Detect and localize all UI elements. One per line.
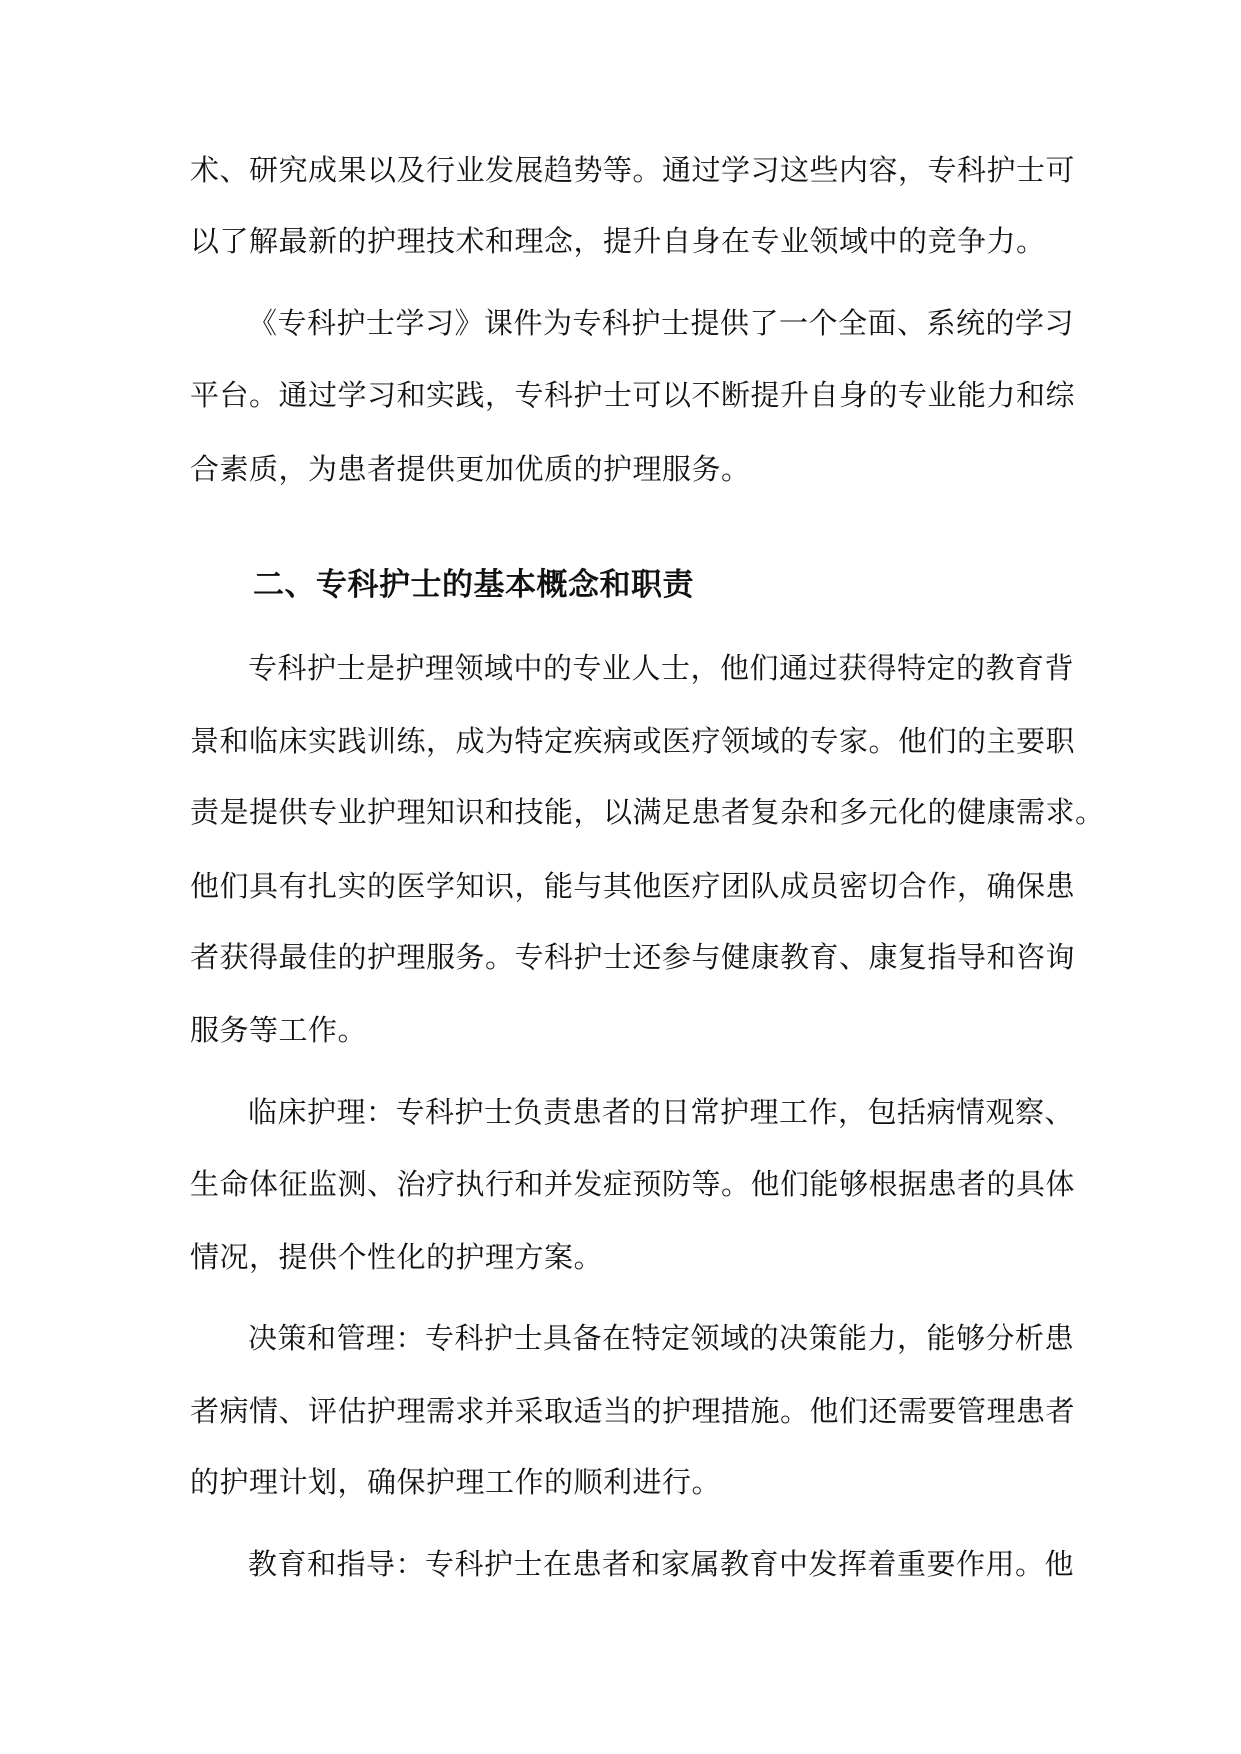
paragraph-1-line-1: 术、研究成果以及行业发展趋势等。通过学习这些内容，专科护士可 [190, 153, 1076, 187]
section-paragraph-4-line-1: 教育和指导：专科护士在患者和家属教育中发挥着重要作用。他 [248, 1547, 1075, 1581]
paragraph-1-line-2: 以了解最新的护理技术和理念，提升自身在专业领域中的竞争力。 [190, 224, 1046, 258]
section-paragraph-1-line-5: 者获得最佳的护理服务。专科护士还参与健康教育、康复指导和咨询 [190, 940, 1076, 974]
section-paragraph-3-line-2: 者病情、评估护理需求并采取适当的护理措施。他们还需要管理患者 [190, 1394, 1076, 1428]
paragraph-2-line-2: 平台。通过学习和实践，专科护士可以不断提升自身的专业能力和综 [190, 378, 1076, 412]
section-paragraph-2-line-2: 生命体征监测、治疗执行和并发症预防等。他们能够根据患者的具体 [190, 1167, 1076, 1201]
section-paragraph-3-line-1: 决策和管理：专科护士具备在特定领域的决策能力，能够分析患 [248, 1321, 1075, 1355]
section-paragraph-1-line-3: 责是提供专业护理知识和技能，以满足患者复杂和多元化的健康需求。 [190, 795, 1105, 829]
section-heading: 二、专科护士的基本概念和职责 [253, 567, 694, 603]
section-paragraph-1-line-2: 景和临床实践训练，成为特定疾病或医疗领域的专家。他们的主要职 [190, 724, 1076, 758]
section-paragraph-1-line-4: 他们具有扎实的医学知识，能与其他医疗团队成员密切合作，确保患 [190, 869, 1076, 903]
section-paragraph-3-line-3: 的护理计划，确保护理工作的顺利进行。 [190, 1465, 722, 1499]
section-paragraph-1-line-6: 服务等工作。 [190, 1013, 368, 1047]
paragraph-2-line-1: 《专科护士学习》课件为专科护士提供了一个全面、系统的学习 [248, 306, 1075, 340]
section-paragraph-2-line-1: 临床护理：专科护士负责患者的日常护理工作，包括病情观察、 [248, 1095, 1075, 1129]
section-paragraph-2-line-3: 情况，提供个性化的护理方案。 [190, 1240, 604, 1274]
paragraph-2-line-3: 合素质，为患者提供更加优质的护理服务。 [190, 452, 751, 486]
section-paragraph-1-line-1: 专科护士是护理领域中的专业人士，他们通过获得特定的教育背 [248, 651, 1075, 685]
